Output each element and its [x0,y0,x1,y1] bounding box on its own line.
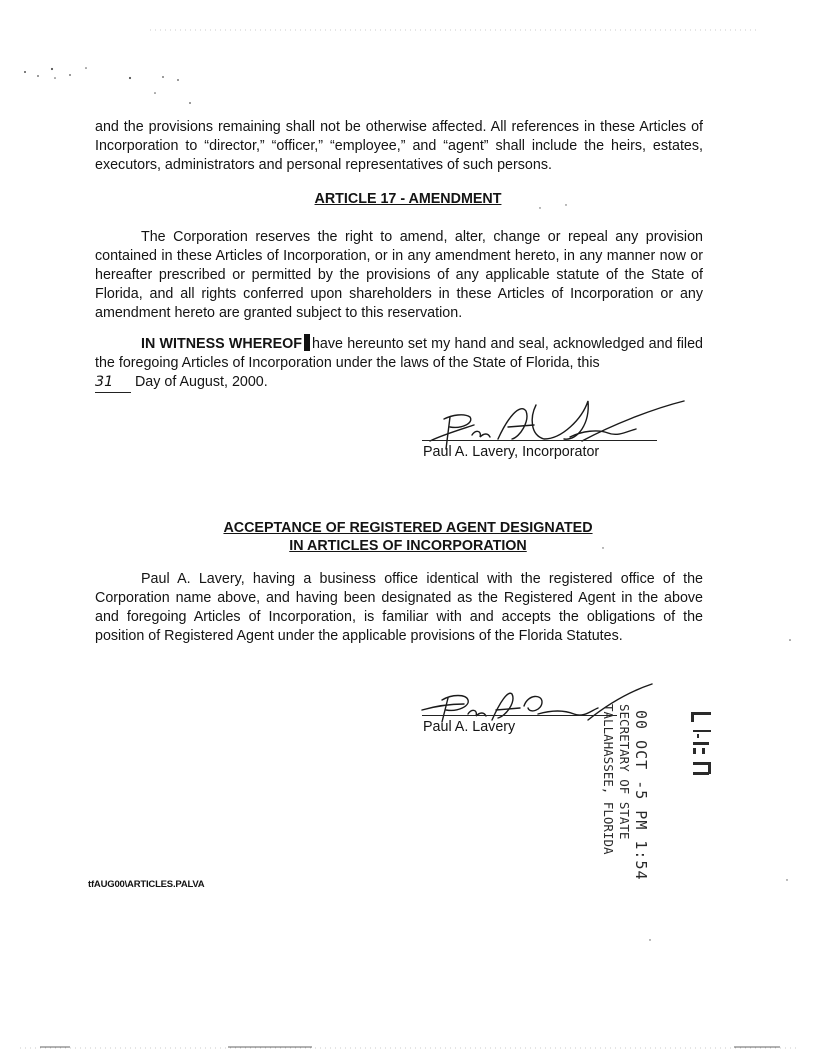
filed-stamp-mark [688,710,716,780]
stamp-city: TALLAHASSEE, FLORIDA [601,704,616,855]
witness-lead: IN WITNESS WHEREOF [141,336,302,352]
article-17-text: The Corporation reserves the right to amend, alter, change or repeal any provision contained in these Articles of Incorporation, or in any amendment hereto, in any manner now or hereafter prescribed or permitted by the provisions of any applicable statute of the State of Florida, and all rights conferred upon shareholders in these Articles of Incorporation or any amendment hereto are granted subject to this reservation. [95,229,703,321]
file-path-footer: tfAUG00\ARTICLES.PALVA [88,879,205,890]
witness-date-rest: Day of August, 2000. [134,374,268,390]
stamp-office: SECRETARY OF STATE [617,704,632,840]
witness-paragraph [95,334,703,393]
witness-text: have hereunto set my hand and seal, acknowledged and filed the foregoing Articles of Incorporation under the laws of the State of Florida, this [95,336,703,371]
acceptance-body [95,570,703,646]
redaction-mark [304,334,310,351]
acceptance-heading-line2: IN ARTICLES OF INCORPORATION [289,538,527,554]
incorporator-signature-line [422,440,657,441]
article-17-body [95,228,703,323]
day-blank: 31 [95,373,131,393]
continuation-paragraph: and the provisions remaining shall not be otherwise affected. All references in these Articles of Incorporation to “director,” “officer,” “employee,” and “agent” shall include the heirs, estates, executors, administrators and personal representatives of such persons. [95,119,703,173]
acceptance-text: Paul A. Lavery, having a business office identical with the registered office of the Corporation name above, and having been designated as the Registered Agent in the above and foregoing Articles of Incorporation, is familiar with and accepts the obligations of the position of Registered Agent under the applicable provisions of the Florida Statutes. [95,571,703,644]
filing-stamp [570,700,720,881]
stamp-datetime: 00 OCT -5 PM 1:54 [632,710,650,881]
acceptance-heading-line1: ACCEPTANCE OF REGISTERED AGENT DESIGNATED [223,520,593,536]
registered-agent-name: Paul A. Lavery [423,719,516,735]
incorporator-name: Paul A. Lavery, Incorporator [423,444,600,460]
article-17-heading: ARTICLE 17 - AMENDMENT [314,191,502,207]
